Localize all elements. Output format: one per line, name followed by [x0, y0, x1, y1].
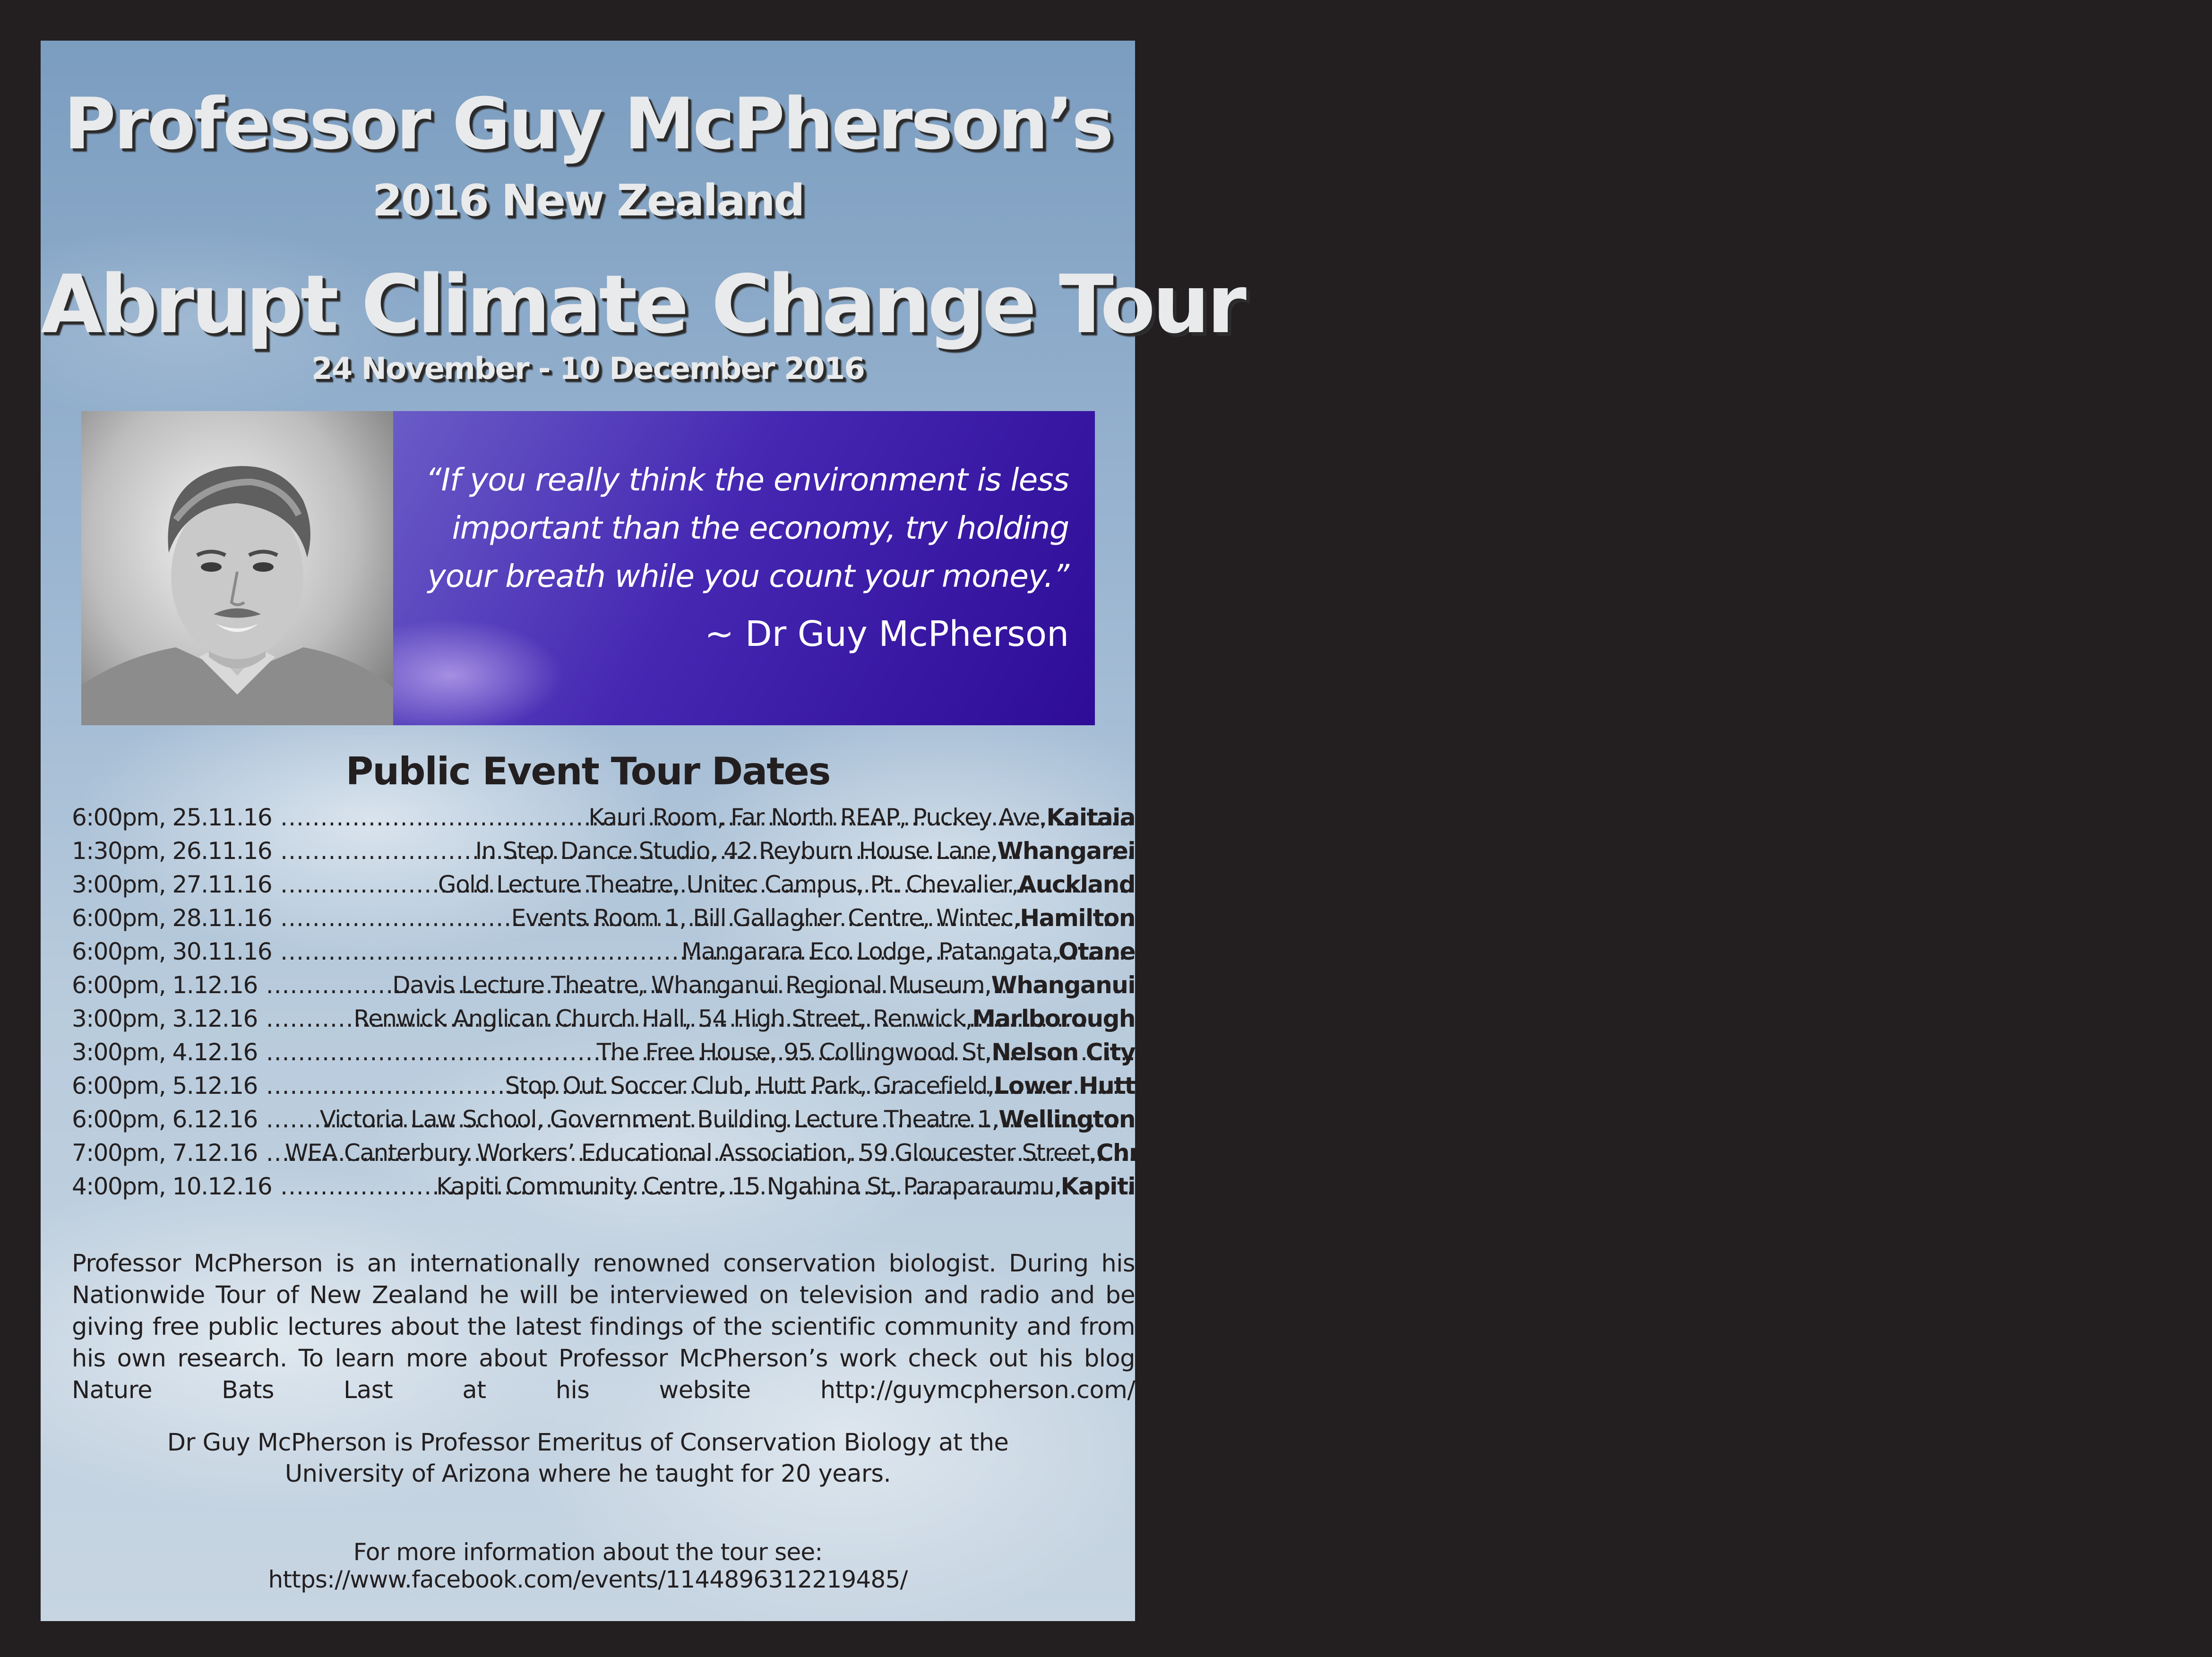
event-row [72, 938, 1135, 971]
event-venue: Davis Lecture Theatre, Whanganui Regional Museum, [392, 971, 991, 999]
portrait-image [81, 411, 393, 725]
schedule-heading: Public Event Tour Dates [345, 749, 830, 793]
event-city: Lower Hutt [994, 1072, 1135, 1099]
event-time: 6:00pm, 25.11.16 [72, 804, 272, 831]
event-row [72, 804, 1135, 837]
event-row [72, 1173, 1135, 1206]
event-time: 3:00pm, 3.12.16 [72, 1005, 258, 1032]
poster-title: Professor Guy McPherson’s [64, 83, 1112, 165]
dot-leader [266, 971, 392, 999]
credentials-line-1: Dr Guy McPherson is Professor Emeritus of Conservation Biology at the [167, 1429, 1009, 1457]
event-venue: Kauri Room, Far North REAP, Puckey Ave, [588, 804, 1047, 831]
bio-paragraph: Professor McPherson is an internationally renowned conservation biologist. During his Nationwide Tour of New Zealand he will be interviewed on television and radio and be giving free public lectures about the latest findings of the scientific community and from his own research. To learn more about Professor McPherson’s work check out his blog Nature Bats Last at his website http://guymcpherson.com/ [72, 1250, 1135, 1404]
event-time: 6:00pm, 28.11.16 [72, 904, 272, 932]
poster-subtitle: 2016 New Zealand [372, 175, 804, 226]
event-venue: Victoria Law School, Government Building Lecture Theatre 1, [319, 1106, 999, 1133]
event-venue: The Free House, 95 Collingwood St, [596, 1039, 992, 1066]
event-city: Auckland [1018, 871, 1135, 898]
event-row [72, 971, 1135, 1005]
event-city: Whangarei [997, 837, 1135, 865]
event-row [72, 871, 1135, 904]
event-venue: In Step Dance Studio, 42 Reyburn House Lane, [475, 837, 998, 865]
event-time: 6:00pm, 30.11.16 [72, 938, 272, 965]
event-city: Kapiti [1060, 1173, 1135, 1200]
dot-leader [280, 904, 511, 932]
quote-panel [393, 411, 1095, 725]
event-time: 6:00pm, 6.12.16 [72, 1106, 258, 1133]
event-city: Nelson City [991, 1039, 1135, 1066]
credentials [41, 1427, 1135, 1490]
dot-leader [280, 1173, 436, 1200]
more-info-link[interactable]: For more information about the tour see: https://www.facebook.com/events/1144896312219485/ [268, 1538, 908, 1593]
event-city: Kaitaia [1046, 804, 1135, 831]
event-time: 6:00pm, 5.12.16 [72, 1072, 258, 1099]
event-time: 7:00pm, 7.12.16 [72, 1139, 258, 1167]
event-time: 3:00pm, 27.11.16 [72, 871, 272, 898]
dot-leader [266, 1072, 505, 1099]
event-schedule [72, 804, 1257, 1206]
dot-leader [266, 1139, 285, 1167]
dot-leader [266, 1106, 320, 1133]
dot-leader [266, 1039, 597, 1066]
quote-text: “If you really think the environment is less important than the economy, try holding your breath while you count your money.” [425, 462, 1069, 594]
event-time: 6:00pm, 1.12.16 [72, 971, 258, 999]
event-city: Otane [1058, 938, 1135, 965]
event-city: Wellington [998, 1106, 1135, 1133]
event-row [72, 1005, 1135, 1039]
dot-leader [280, 837, 475, 865]
event-row [72, 1139, 1257, 1173]
event-venue: Gold Lecture Theatre, Unitec Campus, Pt. Chevalier, [438, 871, 1018, 898]
event-city: Christchurch [1096, 1139, 1257, 1167]
event-venue: Stop Out Soccer Club, Hutt Park, Gracefield, [505, 1072, 994, 1099]
event-city: Hamilton [1020, 904, 1135, 932]
tour-name: Abrupt Climate Change Tour [41, 258, 1244, 352]
event-venue: Mangarara Eco Lodge, Patangata, [681, 938, 1059, 965]
event-time: 4:00pm, 10.12.16 [72, 1173, 272, 1200]
event-city: Marlborough [972, 1005, 1135, 1032]
event-time: 1:30pm, 26.11.16 [72, 837, 272, 865]
event-row [72, 837, 1135, 871]
event-venue: Renwick Anglican Church Hall, 54 High Street, Renwick, [353, 1005, 973, 1032]
quote-attribution: ~ Dr Guy McPherson [705, 614, 1069, 654]
event-venue: Events Room 1, Bill Gallagher Centre, Wintec, [511, 904, 1020, 932]
event-row [72, 1072, 1135, 1106]
dot-leader [266, 1005, 353, 1032]
event-city: Whanganui [991, 971, 1135, 999]
dot-leader [280, 804, 588, 831]
dot-leader [280, 938, 681, 965]
portrait-photo [81, 411, 393, 725]
event-row [72, 1039, 1135, 1072]
event-time: 3:00pm, 4.12.16 [72, 1039, 258, 1066]
event-row [72, 904, 1135, 938]
event-venue: Kapiti Community Centre, 15 Ngahina St, Paraparaumu, [436, 1173, 1061, 1200]
event-venue: WEA Canterbury Workers’ Educational Association, 59 Gloucester Street, [284, 1139, 1096, 1167]
event-row [72, 1106, 1135, 1139]
credentials-line-2: University of Arizona where he taught for 20 years. [284, 1460, 891, 1488]
tour-dates: 24 November - 10 December 2016 [311, 352, 864, 386]
dot-leader [280, 871, 438, 898]
poster [41, 41, 1257, 1621]
